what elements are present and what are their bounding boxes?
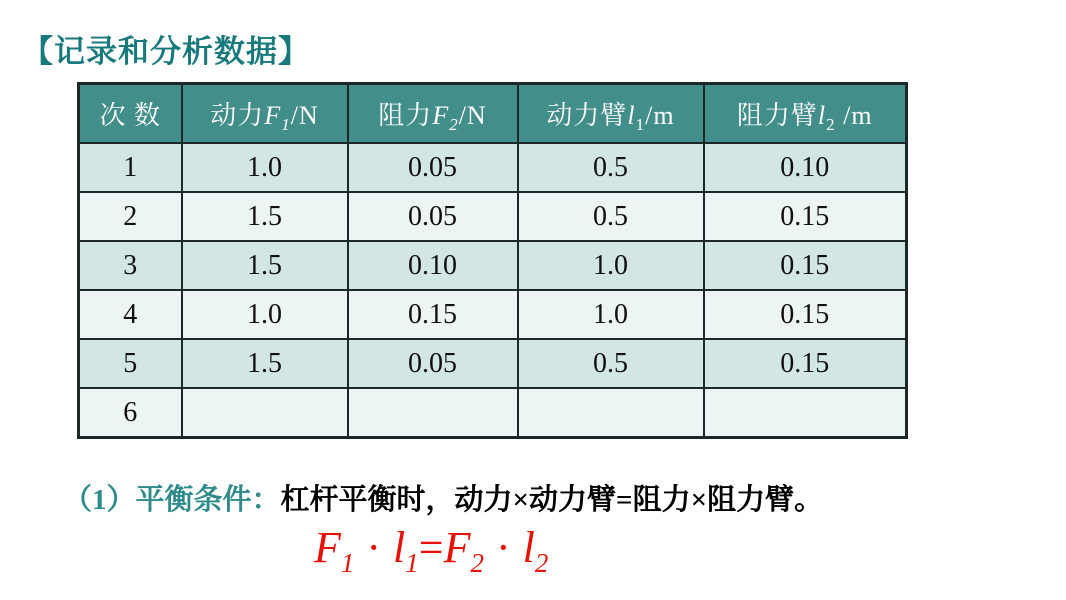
conclusion-text: 杠杆平衡时，动力×动力臂=阻力×阻力臂。 [280,484,824,516]
table-row [79,143,907,192]
table-header-row [79,84,907,144]
cell-f2: 0.05 [348,339,518,388]
cell-f2: 0.05 [348,192,518,241]
cell-trial: 2 [79,192,182,241]
cell-f2: 0.05 [348,143,518,192]
cell-f1: 1.0 [182,290,348,339]
cell-f1: 1.5 [182,241,348,290]
cell-l1 [518,388,704,438]
cell-l2: 0.15 [704,339,907,388]
cell-trial: 3 [79,241,182,290]
cell-f1: 1.5 [182,192,348,241]
cell-f2: 0.10 [348,241,518,290]
cell-l1: 0.5 [518,192,704,241]
data-table [77,82,908,439]
cell-l2: 0.15 [704,290,907,339]
cell-f1: 1.5 [182,339,348,388]
cell-trial: 5 [79,339,182,388]
table-row [79,388,907,438]
table-row [79,192,907,241]
col-header-effort-arm: 动力臂$l_1/m$ [518,84,704,144]
cell-f1 [182,388,348,438]
col-header-effort-force: 动力$F_1/N$ [182,84,348,144]
cell-l1: 1.0 [518,241,704,290]
table-row [79,339,907,388]
cell-l1: 0.5 [518,339,704,388]
lever-balance-formula: $F_1 \cdot l_1=F_2 \cdot l_2$ [314,523,549,578]
col-header-resistance-force: 阻力$F_2/N$ [348,84,518,144]
cell-l2 [704,388,907,438]
cell-f2 [348,388,518,438]
col-header-resistance-arm: 阻力臂$l_2$ /m [704,84,907,144]
conclusion-label: （1）平衡条件： [63,484,281,516]
cell-f1: 1.0 [182,143,348,192]
cell-l2: 0.10 [704,143,907,192]
slide-title: 【记录和分析数据】 [22,34,310,69]
conclusion-line [63,477,823,518]
cell-l2: 0.15 [704,192,907,241]
cell-l1: 1.0 [518,290,704,339]
table-row [79,241,907,290]
cell-l1: 0.5 [518,143,704,192]
cell-trial: 6 [79,388,182,438]
table-row [79,290,907,339]
cell-f2: 0.15 [348,290,518,339]
cell-trial: 1 [79,143,182,192]
cell-trial: 4 [79,290,182,339]
cell-l2: 0.15 [704,241,907,290]
col-header-trial: 次 数 [79,84,182,144]
